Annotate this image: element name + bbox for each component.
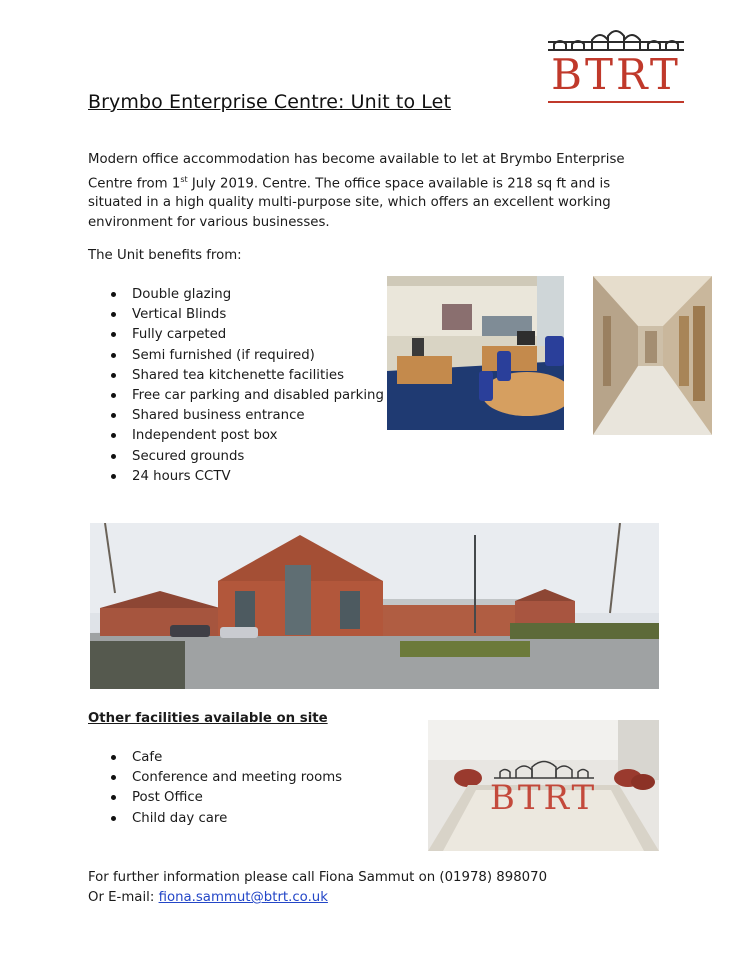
contact-email-line: Or E-mail: fiona.sammut@btrt.co.uk bbox=[88, 890, 328, 905]
bullet-icon bbox=[111, 474, 116, 479]
btrt-logo bbox=[546, 28, 686, 106]
contact-info bbox=[88, 868, 547, 908]
benefits-lead: The Unit benefits from: bbox=[88, 248, 242, 263]
bullet-icon bbox=[111, 775, 116, 780]
intro-paragraph bbox=[88, 150, 668, 232]
bullet-icon bbox=[111, 795, 116, 800]
office-photo bbox=[387, 276, 564, 430]
list-item: Independent post box bbox=[88, 426, 384, 446]
bullet-icon bbox=[111, 816, 116, 821]
benefits-list bbox=[88, 285, 384, 487]
list-item: Cafe bbox=[88, 748, 342, 768]
list-item: Post Office bbox=[88, 788, 342, 808]
list-item: Vertical Blinds bbox=[88, 305, 384, 325]
list-item: Fully carpeted bbox=[88, 325, 384, 345]
bullet-icon bbox=[111, 393, 116, 398]
intro-part1: Modern office accommodation has become available to let at Brymbo Enterprise Centre from 1 bbox=[88, 152, 625, 191]
logo-text: BTRT bbox=[551, 50, 681, 99]
intro-part2: July 2019. Centre. The office space available is 218 sq ft and is situated in a high quality multi-purpose site, which offers an excellent working environment for various businesses. bbox=[88, 175, 611, 230]
list-item: Secured grounds bbox=[88, 447, 384, 467]
conference-logo-text: BTRT bbox=[489, 778, 598, 818]
bullet-icon bbox=[111, 312, 116, 317]
bullet-icon bbox=[111, 755, 116, 760]
list-item: Child day care bbox=[88, 809, 342, 829]
bullet-icon bbox=[111, 413, 116, 418]
email-link[interactable]: fiona.sammut@btrt.co.uk bbox=[158, 890, 328, 905]
list-item: Shared tea kitchenette facilities bbox=[88, 366, 384, 386]
facilities-list bbox=[88, 748, 342, 829]
logo-underline bbox=[548, 101, 684, 103]
list-item: Conference and meeting rooms bbox=[88, 768, 342, 788]
bullet-icon bbox=[111, 373, 116, 378]
bullet-icon bbox=[111, 454, 116, 459]
conference-room-photo bbox=[428, 720, 659, 851]
intro-sup: st bbox=[180, 174, 188, 184]
page-title: Brymbo Enterprise Centre: Unit to Let bbox=[88, 91, 451, 113]
facilities-heading: Other facilities available on site bbox=[88, 711, 328, 726]
bullet-icon bbox=[111, 332, 116, 337]
list-item: Double glazing bbox=[88, 285, 384, 305]
list-item: Free car parking and disabled parking bbox=[88, 386, 384, 406]
list-item: 24 hours CCTV bbox=[88, 467, 384, 487]
contact-phone-line: For further information please call Fiona Sammut on (01978) 898070 bbox=[88, 870, 548, 885]
list-item: Semi furnished (if required) bbox=[88, 346, 384, 366]
bullet-icon bbox=[111, 292, 116, 297]
bullet-icon bbox=[111, 353, 116, 358]
corridor-photo bbox=[593, 276, 712, 435]
list-item: Shared business entrance bbox=[88, 406, 384, 426]
building-photo bbox=[90, 523, 659, 689]
bullet-icon bbox=[111, 433, 116, 438]
